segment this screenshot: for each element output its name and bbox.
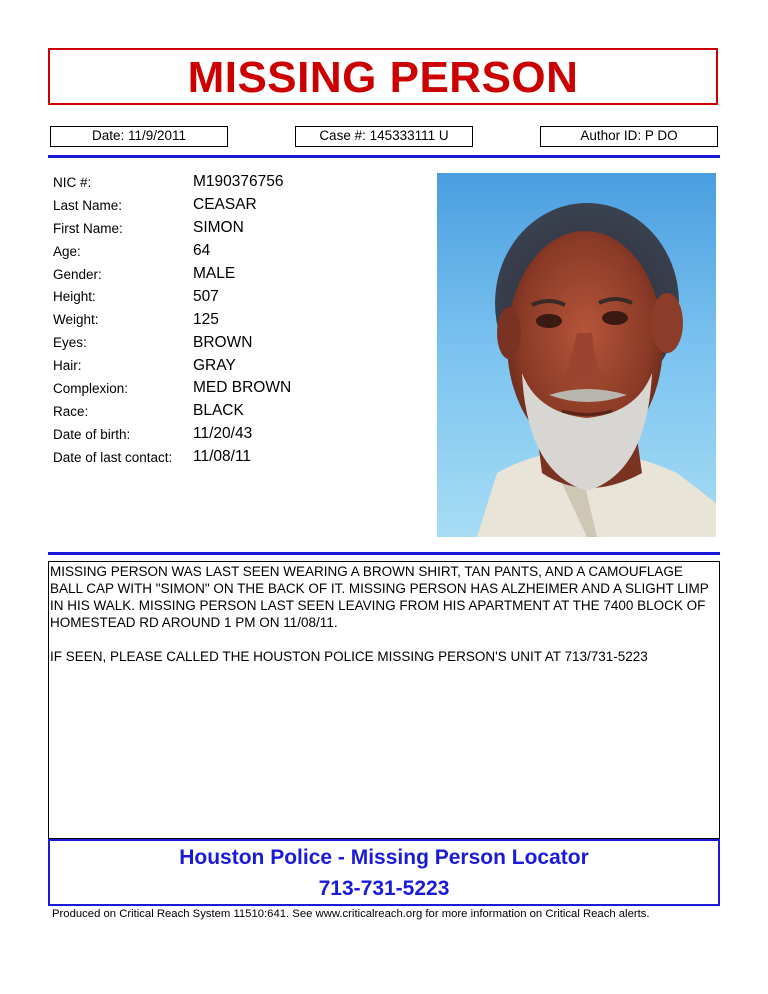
field-label: Date of last contact:	[53, 449, 173, 465]
field-label: Weight:	[53, 312, 99, 328]
field-row	[53, 285, 291, 308]
field-value: CEASAR	[193, 196, 257, 214]
field-label: Date of birth:	[53, 426, 131, 442]
field-row	[53, 217, 291, 240]
field-row	[53, 354, 291, 377]
field-value: GRAY	[193, 356, 236, 374]
case-number-field: Case #: 145333111 U	[295, 126, 473, 147]
field-value: BLACK	[193, 402, 244, 420]
field-row	[53, 263, 291, 286]
description-text: MISSING PERSON WAS LAST SEEN WEARING A BROWN SHIRT, TAN PANTS, AND A CAMOUFLAGE BALL CAP WITH "SIMON" ON THE BACK OF IT. MISSING PERSON HAS ALZHEIMER AND A SLIGHT LIMP IN HIS WALK. MISSING PERSON LAST SEEN LEAVING FROM HIS APARTMENT AT THE 7400 BLOCK OF HOMESTEAD RD AROUND 1 PM ON 11/08/11.	[50, 564, 709, 630]
field-label: Race:	[53, 403, 89, 419]
field-value: 125	[193, 310, 219, 328]
field-value: 11/20/43	[193, 425, 253, 443]
field-value: MALE	[193, 265, 236, 282]
middle-divider	[48, 552, 720, 555]
field-row	[53, 446, 291, 469]
title-box	[48, 48, 718, 105]
field-label: NIC #:	[53, 174, 92, 190]
field-label: Hair:	[53, 358, 82, 374]
field-row	[53, 194, 291, 217]
field-label: Eyes:	[53, 335, 87, 351]
field-label: Age:	[53, 243, 81, 259]
field-label: Height:	[53, 289, 96, 305]
person-details	[53, 171, 291, 469]
person-photo	[437, 173, 716, 537]
locator-box	[48, 839, 720, 906]
field-value: 507	[193, 287, 219, 305]
date-field: Date: 11/9/2011	[50, 126, 228, 147]
author-id-field: Author ID: P DO	[540, 126, 718, 147]
page-title: MISSING PERSON	[187, 53, 579, 102]
field-value: BROWN	[193, 333, 253, 351]
field-row	[53, 240, 291, 263]
field-label: Last Name:	[53, 197, 123, 213]
produced-by-note: Produced on Critical Reach System 11510:641. See www.criticalreach.org for more information on Critical Reach alerts.	[52, 908, 650, 920]
field-label: First Name:	[53, 220, 123, 236]
field-value: M190376756	[193, 173, 284, 191]
field-value: 11/08/11	[193, 448, 252, 466]
field-row	[53, 400, 291, 423]
field-value: SIMON	[193, 219, 244, 237]
field-value: MED BROWN	[193, 379, 292, 397]
field-row	[53, 308, 291, 331]
field-row	[53, 423, 291, 446]
field-row	[53, 377, 291, 400]
contact-instructions: IF SEEN, PLEASE CALLED THE HOUSTON POLICE MISSING PERSON'S UNIT AT 713/731-5223	[50, 649, 648, 664]
field-row	[53, 171, 291, 194]
locator-phone: 713-731-5223	[318, 877, 450, 900]
field-row	[53, 331, 291, 354]
description-box	[48, 561, 720, 839]
field-value: 64	[193, 242, 211, 260]
locator-title: Houston Police - Missing Person Locator	[179, 846, 589, 869]
field-label: Gender:	[53, 266, 102, 282]
field-label: Complexion:	[53, 380, 129, 396]
top-divider	[48, 155, 720, 158]
